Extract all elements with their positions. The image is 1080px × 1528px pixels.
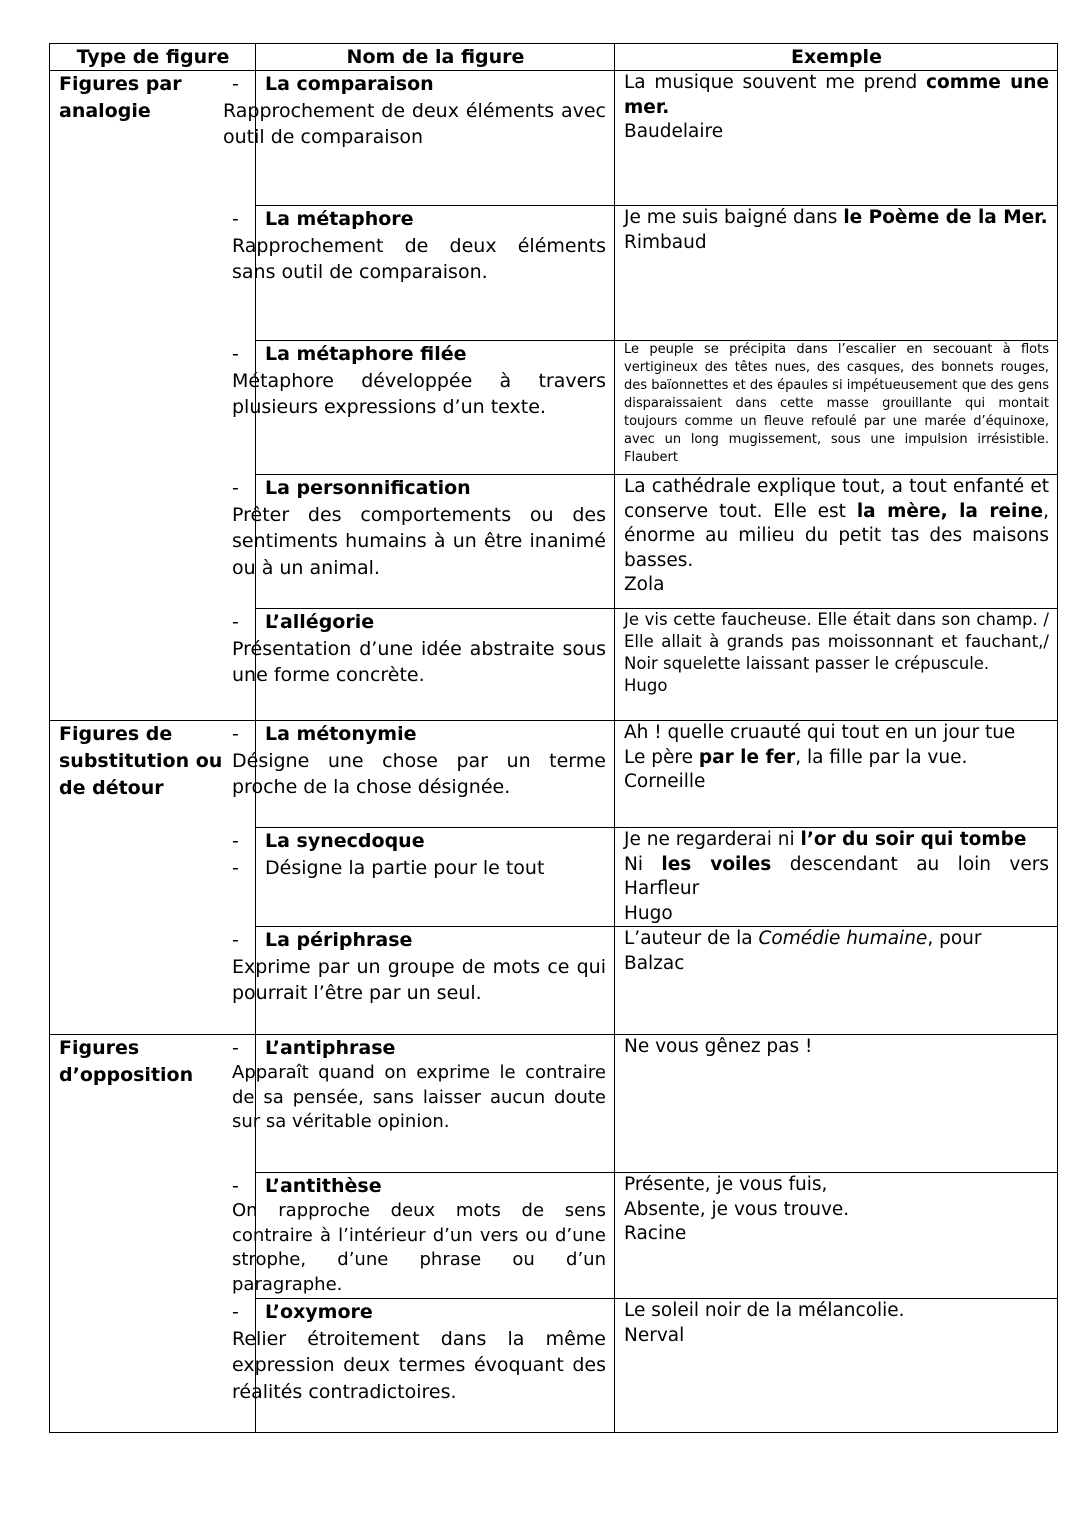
figure-title: - La métonymie (232, 723, 417, 745)
example-text: L’auteur de la Comédie humaine, pour (624, 928, 982, 949)
group-substitution: Figures de substitution ou de détour (50, 721, 256, 1035)
table-header-row (50, 44, 1058, 71)
figure-description: - Désigne la partie pour le tout (232, 856, 545, 879)
header-example: Exemple (615, 44, 1058, 71)
example-line: Ah ! quelle cruauté qui tout en un jour tue (624, 722, 1016, 743)
group-analogie: Figures par analogie (50, 71, 256, 721)
figure-description: Apparaît quand on exprime le contraire de sa pensée, sans laisser aucun doute sur sa véritable opinion. (232, 1062, 606, 1132)
figure-name-cell (232, 206, 615, 341)
figure-name-cell (232, 927, 615, 1035)
figure-title: - L’antiphrase (232, 1037, 396, 1059)
example-author: Racine (624, 1223, 687, 1244)
figure-title: - L’oxymore (232, 1301, 373, 1323)
figure-title: - La métaphore (232, 208, 414, 230)
table-row (50, 1035, 1058, 1173)
example-text: Ne vous gênez pas ! (624, 1036, 813, 1057)
example-cell (615, 475, 1058, 609)
example-author: Rimbaud (624, 231, 707, 253)
example-text: La musique souvent me prend comme une mer. (624, 72, 1050, 118)
figure-description: Relier étroitement dans la même expression deux termes évoquant des réalités contradictoires. (232, 1327, 606, 1403)
example-cell (615, 927, 1058, 1035)
figure-name-cell (232, 475, 615, 609)
figure-title: - La métaphore filée (232, 343, 467, 365)
header-name: Nom de la figure (256, 44, 615, 71)
figure-description: Exprime par un groupe de mots ce qui pourrait l’être par un seul. (232, 955, 606, 1004)
figure-name-cell (232, 721, 615, 828)
table-row (50, 721, 1058, 828)
figure-title: - La personnification (232, 477, 471, 499)
figure-description: Prêter des comportements ou des sentiments humains à un être inanimé ou à un animal. (232, 503, 606, 579)
example-author: Baudelaire (624, 121, 724, 142)
example-cell (615, 1035, 1058, 1173)
example-cell (615, 206, 1058, 341)
figure-description: Désigne une chose par un terme proche de la chose désignée. (232, 749, 606, 798)
example-author: Balzac (624, 952, 685, 974)
example-cell (615, 721, 1058, 828)
example-text: Le père par le fer, la fille par la vue. (624, 746, 968, 768)
example-author: Corneille (624, 771, 706, 792)
figure-name-cell (223, 71, 615, 206)
figure-title: - L’antithèse (232, 1175, 382, 1197)
example-line: Je ne regarderai ni l’or du soir qui tombe (624, 829, 1027, 850)
example-text: Je vis cette faucheuse. Elle était dans son champ. / Elle allait à grands pas moissonnant et fauchant,/ Noir squelette laissant passer le crépuscule. (624, 610, 1049, 673)
example-cell (615, 609, 1058, 721)
example-text: Le peuple se précipita dans l’escalier en secouant à flots vertigineux des têtes nues, des casques, des bonnets rouges, des baïonnettes et des épaules si impétueusement que des gens disparaissaient dans cette masse grouillante qui montait toujours comme un fleuve refoulé par une marée d’équinoxe, avec un long mugissement, sous une impulsion irrésistible. Flaubert (624, 342, 1049, 465)
figure-name-cell (232, 1173, 615, 1299)
example-line: Présente, je vous fuis, (624, 1174, 828, 1195)
example-text: Je me suis baigné dans le Poème de la Mer. (624, 207, 1048, 228)
example-author: Hugo (624, 902, 673, 924)
example-text: La cathédrale explique tout, a tout enfanté et conserve tout. Elle est la mère, la reine, énorme au milieu du petit tas des maisons basses. (624, 476, 1049, 571)
header-type: Type de figure (50, 44, 256, 71)
figure-description: On rapproche deux mots de sens contraire à l’intérieur d’un vers ou d’une strophe, d’une phrase ou d’un paragraphe. (232, 1200, 606, 1295)
figure-description: Présentation d’une idée abstraite sous une forme concrète. (232, 637, 606, 686)
example-cell (615, 341, 1058, 475)
example-line: Ni les voiles descendant au loin vers Harfleur (624, 853, 1049, 899)
figure-description: Rapprochement de deux éléments avec outil de comparaison (223, 99, 606, 148)
figure-name-cell (232, 1299, 615, 1433)
figure-title: - L’allégorie (232, 611, 375, 633)
example-author: Hugo (624, 676, 668, 695)
figure-title: - La synecdoque (232, 830, 425, 852)
example-line: Absente, je vous trouve. (624, 1198, 850, 1220)
example-cell (615, 1299, 1058, 1433)
example-author: Nerval (624, 1324, 685, 1346)
example-line: Le soleil noir de la mélancolie. (624, 1300, 905, 1321)
figure-name-cell (232, 609, 615, 721)
figure-name-cell (232, 341, 615, 475)
example-cell (615, 1173, 1058, 1299)
example-author: Zola (624, 574, 665, 595)
table-row (50, 71, 1058, 206)
figure-title: - La périphrase (232, 929, 413, 951)
example-cell (615, 71, 1058, 206)
figure-description: Métaphore développée à travers plusieurs expressions d’un texte. (232, 369, 606, 418)
figure-name-cell (232, 1035, 615, 1173)
figures-table (49, 43, 1058, 1433)
group-opposition: Figures d’opposition (50, 1035, 256, 1433)
figure-name-cell (232, 828, 615, 927)
figure-title: - La comparaison (232, 73, 434, 95)
example-cell (615, 828, 1058, 927)
figure-description: Rapprochement de deux éléments sans outil de comparaison. (232, 234, 606, 283)
